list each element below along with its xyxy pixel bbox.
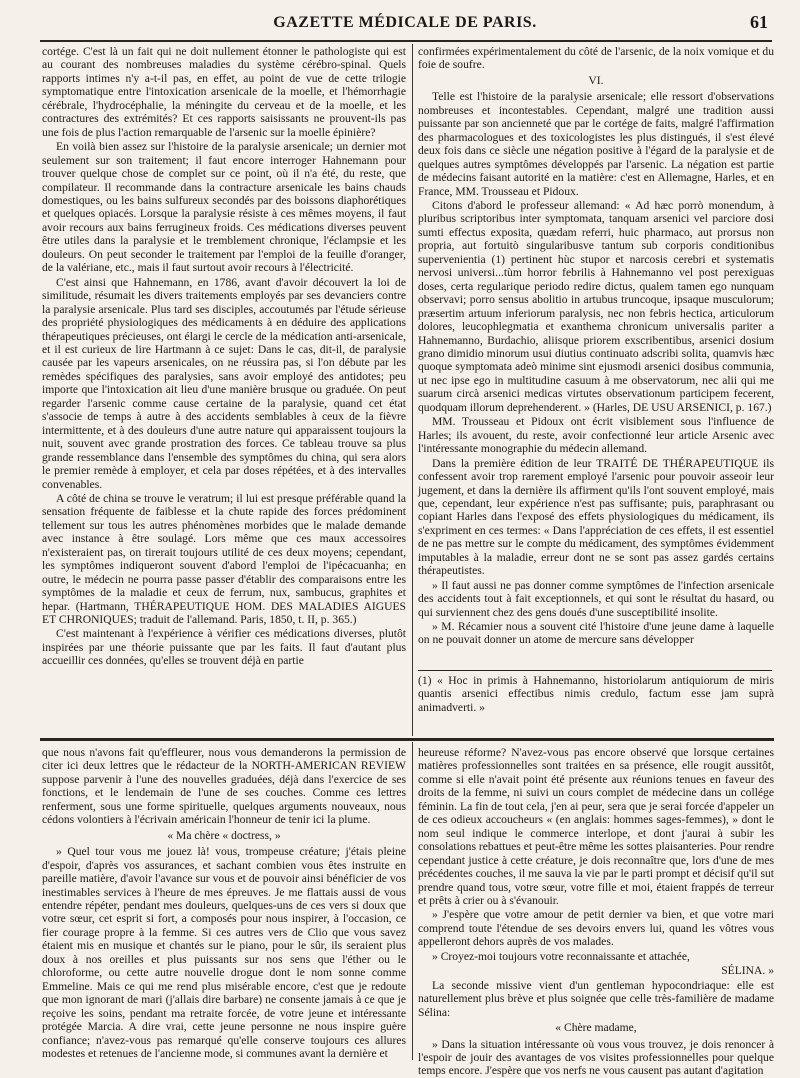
paragraph: » Croyez-moi toujours votre reconnaissante et attachée, [432,949,690,963]
paragraph: C'est ainsi que Hahnemann, en 1786, avant d'avoir découvert la loi de similitude, résumait les divers traitements employés par ses devanciers contre la paralysie arsenicale. Plus tard ses disciples, accoutumés par l'étude sérieuse des propriété physiologiques des médicaments à en déduire des applications thérapeutiques précieuses, ont élargi le cercle de la médication anti-arsenicale, et il est curieux de lire Hartmann à ce sujet: Dans le cas, dit-il, de paralysie causée par les vapeurs arsenicales, on ne réussira pas, si l'on débute par les remèdes spécifiques des paralysies, sans avoir employé des antidotes; peu importe que l'intoxication ait lieu d'une manière brusque ou graduée. On peut regarder l'arsenic comme cause certaine de la paralysie, quand cet état s'associe de temps à autre à des accidents semblables à ceux de la fièvre intermittente, et à des douleurs d'une autre nature qui apparaissent toujours la nuit, souvent avec grande prostration des forces. Ce tableau trouve sa plus grande ressemblance dans l'ensemble des symptômes du china, qui sera alors le premier remède à employer, et cela par doses répétées, et à des intervalles convenables. [42,275,406,491]
page-header [40,10,770,40]
header-rule [40,40,772,42]
paragraph: » J'espère que votre amour de petit dernier va bien, et que votre mari comprend toute l'étendue de ses devoirs envers lui, quand les vôtres vous appelleront dehors auprès de vos malades. [418,908,774,949]
masthead-title: GAZETTE MÉDICALE DE PARIS. [273,14,537,31]
paragraph: En voilà bien assez sur l'histoire de la paralysie arsenicale; un dernier mot seulement sur son traitement; il faut encore interroger Hahnemann pour trouver quelque chose de complet sur ce point, où il n'a été, du reste, que compilateur. Il recommande dans la contracture arsenicale les bains chauds domestiques, ou les bains sulfureux secondés par des boissons diaphorétiques et quelques opiacés. Lorsque la paralysie résiste à ces mêmes moyens, il faut avoir recours aux bains ferrugineux froids. Ces médications diverses peuvent être utiles dans la paralysie et le tremblement chronique, l'éclampsie et les douleurs. On peut seconder le traitement par l'emploi de la feuille d'oranger, de la valériane, etc., mais il faut surtout avoir recours à l'électricité. [42,140,406,275]
section-separator [40,738,774,741]
upper-left-column [42,45,406,728]
paragraph: heureuse réforme? N'avez-vous pas encore observé que lorsque certaines matières professionnelles sont traitées en sa présence, elle rougit aussitôt, comme si elle n'avait point été présente aux réunions tenues en faveur des droits de la femme, ni suivi un cours complet de médecine dans un collége féminin. La fin de tout cela, j'en ai peur, sera que je serai forcée d'appeler un de ces odieux accoucheurs « (en anglais: hommes sages-femmes), » dont le nom seul indique le commerce interlope, et dont j'aurai à subir les consolations rebattues et peut-être même les sottes plaisanteries. Pour rendre cependant justice à cette créature, je dois reconnaître que, lors d'une de mes précédentes couches, il me sauva la vie par le parti prompt et décisif qu'il sut prendre quand tous, votre sœur, votre fille et moi, étaient frappés de terreur et prêts à crier ou à s'évanouir. [418,746,774,907]
paragraph: A côté de china se trouve le veratrum; il lui est presque préférable quand la sensation fréquente de faiblesse et la chute rapide des forces prédominent tellement sur tous les autres phénomènes morbides que le malade demande avec instance à être soulagé. Lors même que ces maux accessoires n'existeraient pas, on tirerait toujours utilité de ces deux moyens; cependant, les symptômes indiqueront souvent d'abord l'emploi de l'ipécacuanha; en outre, le médecin ne pourra passe passer d'établir des comparaisons entre les symptômes de la maladie et ceux de ferrum, nux, sambucus, graphites et hepar. (Hartmann, THÉRAPEUTIQUE HOM. DES MALADIES AIGUES ET CHRONIQUES; traduit de l'allemand. Paris, 1850, t. II, p. 365.) [42,491,406,627]
lower-left-column [42,746,406,1058]
column-divider-upper [412,44,413,736]
paragraph: Citons d'abord le professeur allemand: « Ad hæc porrò monendum, à pluribus scriptoribus inter symptomata, tanquam arsenici vel parciore dosi sumti effectus exposita, quædam referri, huic pharmaco, aut prorsus non propria, aut fortuitò singularibusve tantum sub corporis conditionibus supervenientia (1) pertinent hùc stupor et narcosis cerebri et systematis nervosi universi...tùm horror febrilis à Hahnemanno vel post perexiguas doses, certa regularique periodo redire dictus, qualem tamen ego nunquam observavi; porro sensus abolitio in artubus truncoque, ipsaque musculorum; præsertim artuum inferiorum paralysis, nec non febris hectica, articulorum dolores, leucophlegmatia et exanthema chronicum universalis pariter a Hahnemanno, Burdachio, aliisque priorem exscribentibus, arsenici dosium grano dimidio minorum usui diutius continuato adscribi solita, quamvis hæc quoque symptomata adeò minime sint ejusmodi arsenici dosibus communia, ut nec ipse ego in multitudine casuum à me observatorum, nec alii qui me suarum circà arsenici medicas virtutes observationum participem fecerent, quodquam illorum deprehenderent. » (Harles, DE USU ARSENICI, p. 167.) [418,198,774,414]
paragraph: cortége. C'est là un fait qui ne doit nullement étonner le pathologiste qui est au courant des nombreuses maladies du système cérébro-spinal. Quels rapports intimes n'y a-t-il pas, en effet, au point de vue de cette trilogie symptomatique entre l'intoxication arsenicale de la moelle, et l'hémorrhagie cérébrale, l'hydrocéphalie, la méningite du cerveau et de la moelle, et les contractures des extrémités? Et ces rapports saisissants ne prouvent-ils pas une fois de plus l'action remarquable de l'arsenic sur la moelle épinière? [42,45,406,139]
paragraph: Dans la première édition de leur TRAITÉ DE THÉRAPEUTIQUE ils confessent avoir trop rarement employé l'arsenic pour pouvoir asseoir leur jugement, et dans la dernière ils affirment qu'ils l'ont souvent employé, mais que, cependant, leur expérience n'est pas suffisante; puis, paraphrasant ou copiant Harles dans l'exposé des effets physiologiques du médicament, ils s'expriment en ces termes: « Dans l'appréciation de ces effets, il est essentiel de ne pas mettre sur le compte du médicament, des symptômes évidemment imputables à la maladie, erreur dont ne se sont pas assez gardés certains thérapeutistes. [418,456,774,578]
paragraph: » Dans la situation intéressante où vous vous trouvez, je dois renoncer à l'espoir de jouir des avantages de vos visites professionnelles pour quelque temps encore. J'espère que vos nerfs ne vous causent pas autant d'agitation [418,1037,774,1078]
paragraph: La seconde missive vient d'un gentleman hypocondriaque: elle est naturellement plus brève et plus soignée que celle très-familière de madame Sélina: [418,978,774,1019]
paragraph: Telle est l'histoire de la paralysie arsenicale; elle ressort d'observations nombreuses et incontestables. Cependant, malgré une tradition aussi puissante par son ancienneté que par le cortége de faits, malgré l'affirmation des pharmacologues et des toxicologistes les plus distingués, il s'est élevé deux fois dans ce siècle une négation positive à l'égard de la paralysie et de quelques autres symptômes développés par l'arsenic. La négation est partie de médecins faisant autorité en la matière: c'est en Allemagne, Harles, et en France, MM. Trousseau et Pidoux. [418,90,774,198]
letter-salutation: « Chère madame, [555,1021,637,1035]
section-heading: VI. [588,73,604,87]
column-divider-lower [412,742,413,1060]
paragraph: confirmées expérimentalement du côté de l'arsenic, de la noix vomique et du foie de soufre. [418,45,774,72]
footnote [418,674,774,734]
letter-signature: SÉLINA. » [721,964,774,978]
paragraph: MM. Trousseau et Pidoux ont écrit visiblement sous l'influence de Harles; ils avouent, du reste, avoir confectionné leur article Arsenic avec l'intéressante monographie du médecin allemand. [418,415,774,456]
paragraph: » Quel tour vous me jouez là! vous, trompeuse créature; j'étais pleine d'espoir, d'après vos assurances, et sachant combien vous êtes instruite en pareille matière, d'avoir l'avance sur vous et de pouvoir ainsi bénéficier de vos inestimables services à l'heure de mes épreuves. Je me flattais aussi de vous entendre répéter, pendant mes douleurs, quelques-uns de ces vers si doux que votre sœur, cet esprit si fort, a composés pour nous inspirer, à l'occasion, ce fier courage propre à la femme. Si ces autres vers de Clio que vous savez étaient mis en musique et chantés sur le piano, pour le sûr, ils seraient plus doux à nos oreilles et plus puissants sur nos sens que l'éther ou le chloroforme, ou cette autre nouvelle drogue dont le nom sonne comme Emmeline. Mais ce qui me rend plus misérable encore, c'est que je redoute que mon ignorant de mari (j'allais dire barbare) ne consente jamais à ce que je reçoive les soins, pendant ma retraite forcée, de votre jeune et intéressante protégée Marcia. A dire vrai, cette jeune personne ne nous inspire guère confiance; n'avez-vous pas remarqué qu'elle conserve toujours ces allures modestes et retenues de l'ancienne mode, si communes avant la dernière et [42,845,406,1060]
letter-salutation: « Ma chère « doctress, » [167,828,281,842]
paragraph: C'est maintenant à l'expérience à vérifier ces médications diverses, plutôt inspirées par une théorie puissante que par les faits. Il faut d'autant plus accueillir ces données, qu'elles se trouvent déjà en partie [42,627,406,668]
footnote-text: (1) « Hoc in primis à Hahnemanno, historiolarum antiquiorum de miris quantis arsenici effectibus nimis credulo, factum esse jam suprà animadverti. » [418,674,774,714]
footnote-rule [418,670,772,671]
paragraph: » Il faut aussi ne pas donner comme symptômes de l'infection arsenicale des accidents tout à fait exceptionnels, et qui sont le résultat du hasard, ou qui surviennent chez des gens doués d'une susceptibilité insolite. [418,578,774,619]
paragraph: que nous n'avons fait qu'effleurer, nous vous demanderons la permission de citer ici deux lettres que le rédacteur de la NORTH-AMERICAN REVIEW suppose parvenir à l'une des nouvelles graduées, déjà dans l'exercice de ses fonctions, et le lendemain de l'une de ses couches. Comme ces lettres renferment, sous une forme spirituelle, quelques arguments nouveaux, nous cédons volontiers à l'écrivain américain l'honneur de tenir ici la plume. [42,746,406,827]
paragraph: » M. Récamier nous a souvent cité l'histoire d'une jeune dame à laquelle on ne pouvait donner un atome de mercure sans développer [418,620,774,647]
upper-right-column [418,45,774,665]
page-number: 61 [750,12,768,32]
lower-right-column [418,746,774,1078]
